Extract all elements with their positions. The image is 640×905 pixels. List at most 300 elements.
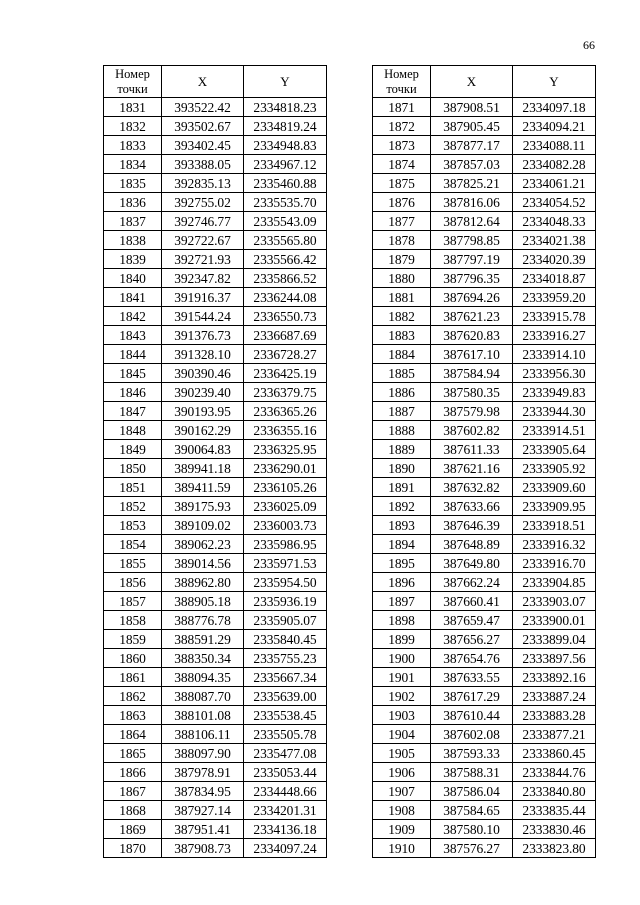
table-row	[104, 725, 327, 744]
point-number-cell: 1880	[373, 269, 431, 288]
table-row	[104, 497, 327, 516]
y-coordinate-cell: 2336105.26	[244, 478, 327, 497]
x-coordinate-cell: 392746.77	[162, 212, 244, 231]
x-coordinate-cell: 393522.42	[162, 98, 244, 117]
x-coordinate-cell: 388776.78	[162, 611, 244, 630]
table-row	[373, 687, 596, 706]
point-number-cell: 1883	[373, 326, 431, 345]
point-number-cell: 1901	[373, 668, 431, 687]
point-number-cell: 1909	[373, 820, 431, 839]
point-number-cell: 1905	[373, 744, 431, 763]
y-coordinate-cell: 2335840.45	[244, 630, 327, 649]
point-number-cell: 1903	[373, 706, 431, 725]
table-row	[373, 649, 596, 668]
table-row	[104, 98, 327, 117]
y-coordinate-cell: 2335971.53	[244, 554, 327, 573]
table-row	[373, 326, 596, 345]
point-number-cell: 1886	[373, 383, 431, 402]
point-number-cell: 1850	[104, 459, 162, 478]
coordinates-table-right	[372, 65, 596, 858]
point-number-cell: 1835	[104, 174, 162, 193]
table-row	[104, 174, 327, 193]
x-coordinate-cell: 387654.76	[431, 649, 513, 668]
x-coordinate-cell: 388094.35	[162, 668, 244, 687]
x-coordinate-cell: 387656.27	[431, 630, 513, 649]
y-coordinate-cell: 2335565.80	[244, 231, 327, 250]
table-row	[373, 497, 596, 516]
y-coordinate-cell: 2333835.44	[513, 801, 596, 820]
x-coordinate-cell: 392722.67	[162, 231, 244, 250]
x-coordinate-cell: 391544.24	[162, 307, 244, 326]
table-body	[104, 98, 327, 858]
y-coordinate-cell: 2336379.75	[244, 383, 327, 402]
point-number-cell: 1862	[104, 687, 162, 706]
point-number-cell: 1877	[373, 212, 431, 231]
table-row	[104, 478, 327, 497]
table-row	[104, 592, 327, 611]
y-coordinate-cell: 2333897.56	[513, 649, 596, 668]
point-number-cell: 1898	[373, 611, 431, 630]
point-number-cell: 1895	[373, 554, 431, 573]
x-coordinate-cell: 387602.08	[431, 725, 513, 744]
x-coordinate-cell: 387660.41	[431, 592, 513, 611]
y-coordinate-cell: 2336365.26	[244, 402, 327, 421]
x-coordinate-cell: 387617.29	[431, 687, 513, 706]
table-row	[104, 554, 327, 573]
table-row	[104, 744, 327, 763]
y-coordinate-cell: 2333914.10	[513, 345, 596, 364]
y-coordinate-cell: 2334818.23	[244, 98, 327, 117]
point-number-cell: 1870	[104, 839, 162, 858]
point-number-cell: 1841	[104, 288, 162, 307]
x-coordinate-cell: 387617.10	[431, 345, 513, 364]
y-coordinate-cell: 2334094.21	[513, 117, 596, 136]
x-header: X	[431, 66, 513, 98]
point-number-cell: 1879	[373, 250, 431, 269]
table-row	[104, 611, 327, 630]
y-coordinate-cell: 2333916.27	[513, 326, 596, 345]
y-coordinate-cell: 2334136.18	[244, 820, 327, 839]
table-row	[104, 345, 327, 364]
point-number-cell: 1863	[104, 706, 162, 725]
point-number-cell: 1872	[373, 117, 431, 136]
x-coordinate-cell: 387579.98	[431, 402, 513, 421]
point-number-cell: 1874	[373, 155, 431, 174]
point-number-cell: 1900	[373, 649, 431, 668]
y-coordinate-cell: 2333860.45	[513, 744, 596, 763]
point-number-cell: 1867	[104, 782, 162, 801]
point-number-cell: 1838	[104, 231, 162, 250]
y-coordinate-cell: 2336290.01	[244, 459, 327, 478]
y-coordinate-cell: 2333905.92	[513, 459, 596, 478]
point-number-cell: 1894	[373, 535, 431, 554]
table-row	[104, 136, 327, 155]
table-row	[373, 630, 596, 649]
x-coordinate-cell: 387632.82	[431, 478, 513, 497]
x-coordinate-cell: 387857.03	[431, 155, 513, 174]
point-number-cell: 1856	[104, 573, 162, 592]
x-coordinate-cell: 390162.29	[162, 421, 244, 440]
table-row	[104, 193, 327, 212]
y-coordinate-cell: 2336325.95	[244, 440, 327, 459]
point-number-cell: 1902	[373, 687, 431, 706]
y-coordinate-cell: 2334097.18	[513, 98, 596, 117]
table-row	[104, 364, 327, 383]
table-row	[104, 820, 327, 839]
table-header-row	[104, 66, 327, 98]
point-number-cell: 1837	[104, 212, 162, 231]
point-number-cell: 1852	[104, 497, 162, 516]
y-coordinate-cell: 2333877.21	[513, 725, 596, 744]
y-coordinate-cell: 2333918.51	[513, 516, 596, 535]
table-row	[104, 212, 327, 231]
x-coordinate-cell: 387834.95	[162, 782, 244, 801]
y-coordinate-cell: 2333892.16	[513, 668, 596, 687]
y-coordinate-cell: 2333956.30	[513, 364, 596, 383]
y-coordinate-cell: 2335639.00	[244, 687, 327, 706]
y-coordinate-cell: 2333904.85	[513, 573, 596, 592]
y-coordinate-cell: 2333840.80	[513, 782, 596, 801]
point-number-cell: 1896	[373, 573, 431, 592]
y-header: Y	[513, 66, 596, 98]
table-row	[373, 345, 596, 364]
x-coordinate-cell: 388101.08	[162, 706, 244, 725]
point-number-cell: 1866	[104, 763, 162, 782]
x-coordinate-cell: 388905.18	[162, 592, 244, 611]
y-coordinate-cell: 2334061.21	[513, 174, 596, 193]
point-number-header	[104, 66, 162, 98]
point-number-cell: 1892	[373, 497, 431, 516]
point-number-cell: 1844	[104, 345, 162, 364]
x-coordinate-cell: 392347.82	[162, 269, 244, 288]
y-coordinate-cell: 2333944.30	[513, 402, 596, 421]
point-number-cell: 1888	[373, 421, 431, 440]
point-number-cell: 1842	[104, 307, 162, 326]
y-coordinate-cell: 2336550.73	[244, 307, 327, 326]
x-coordinate-cell: 387621.23	[431, 307, 513, 326]
x-coordinate-cell: 387588.31	[431, 763, 513, 782]
coordinates-table-left	[103, 65, 327, 858]
point-number-cell: 1851	[104, 478, 162, 497]
y-coordinate-cell: 2333900.01	[513, 611, 596, 630]
x-coordinate-cell: 392721.93	[162, 250, 244, 269]
table-row	[104, 440, 327, 459]
x-coordinate-cell: 387620.83	[431, 326, 513, 345]
table-row	[373, 611, 596, 630]
y-coordinate-cell: 2334819.24	[244, 117, 327, 136]
table-row	[373, 250, 596, 269]
y-coordinate-cell: 2335538.45	[244, 706, 327, 725]
y-coordinate-cell: 2335866.52	[244, 269, 327, 288]
y-coordinate-cell: 2333916.32	[513, 535, 596, 554]
point-number-header	[373, 66, 431, 98]
point-number-header-line2: точки	[117, 81, 148, 96]
table-row	[104, 516, 327, 535]
x-coordinate-cell: 387602.82	[431, 421, 513, 440]
y-coordinate-cell: 2334088.11	[513, 136, 596, 155]
y-coordinate-cell: 2334020.39	[513, 250, 596, 269]
x-coordinate-cell: 387584.65	[431, 801, 513, 820]
table-row	[104, 839, 327, 858]
x-coordinate-cell: 387798.85	[431, 231, 513, 250]
table-row	[373, 706, 596, 725]
x-coordinate-cell: 387951.41	[162, 820, 244, 839]
point-number-cell: 1843	[104, 326, 162, 345]
point-number-cell: 1887	[373, 402, 431, 421]
x-coordinate-cell: 388097.90	[162, 744, 244, 763]
y-coordinate-cell: 2333905.64	[513, 440, 596, 459]
table-row	[373, 364, 596, 383]
table-row	[373, 136, 596, 155]
point-number-cell: 1881	[373, 288, 431, 307]
table-row	[104, 668, 327, 687]
x-coordinate-cell: 387593.33	[431, 744, 513, 763]
point-number-cell: 1857	[104, 592, 162, 611]
x-coordinate-cell: 387796.35	[431, 269, 513, 288]
point-number-cell: 1869	[104, 820, 162, 839]
point-number-cell: 1848	[104, 421, 162, 440]
y-coordinate-cell: 2335986.95	[244, 535, 327, 554]
table-row	[373, 535, 596, 554]
table-row	[104, 782, 327, 801]
x-coordinate-cell: 389062.23	[162, 535, 244, 554]
point-number-cell: 1864	[104, 725, 162, 744]
x-coordinate-cell: 387586.04	[431, 782, 513, 801]
point-number-cell: 1875	[373, 174, 431, 193]
table-row	[373, 231, 596, 250]
y-coordinate-cell: 2333916.70	[513, 554, 596, 573]
y-header: Y	[244, 66, 327, 98]
point-number-cell: 1889	[373, 440, 431, 459]
x-coordinate-cell: 390390.46	[162, 364, 244, 383]
y-coordinate-cell: 2333909.60	[513, 478, 596, 497]
point-number-cell: 1836	[104, 193, 162, 212]
point-number-cell: 1878	[373, 231, 431, 250]
x-coordinate-cell: 388106.11	[162, 725, 244, 744]
point-number-cell: 1860	[104, 649, 162, 668]
table-row	[373, 573, 596, 592]
y-coordinate-cell: 2335936.19	[244, 592, 327, 611]
y-coordinate-cell: 2335505.78	[244, 725, 327, 744]
table-row	[104, 117, 327, 136]
y-coordinate-cell: 2334054.52	[513, 193, 596, 212]
y-coordinate-cell: 2333959.20	[513, 288, 596, 307]
table-row	[104, 231, 327, 250]
x-coordinate-cell: 391916.37	[162, 288, 244, 307]
table-row	[104, 421, 327, 440]
y-coordinate-cell: 2333909.95	[513, 497, 596, 516]
point-number-cell: 1876	[373, 193, 431, 212]
x-coordinate-cell: 389411.59	[162, 478, 244, 497]
x-coordinate-cell: 387797.19	[431, 250, 513, 269]
table-row	[373, 725, 596, 744]
y-coordinate-cell: 2334948.83	[244, 136, 327, 155]
table-row	[373, 592, 596, 611]
point-number-cell: 1899	[373, 630, 431, 649]
table-row	[104, 288, 327, 307]
y-coordinate-cell: 2335954.50	[244, 573, 327, 592]
x-coordinate-cell: 389175.93	[162, 497, 244, 516]
table-row	[373, 801, 596, 820]
point-number-cell: 1854	[104, 535, 162, 554]
point-number-cell: 1832	[104, 117, 162, 136]
point-number-cell: 1868	[104, 801, 162, 820]
x-coordinate-cell: 388087.70	[162, 687, 244, 706]
x-coordinate-cell: 387649.80	[431, 554, 513, 573]
point-number-cell: 1847	[104, 402, 162, 421]
y-coordinate-cell: 2333830.46	[513, 820, 596, 839]
table-row	[104, 383, 327, 402]
y-coordinate-cell: 2334967.12	[244, 155, 327, 174]
point-number-cell: 1904	[373, 725, 431, 744]
x-coordinate-cell: 391328.10	[162, 345, 244, 364]
point-number-cell: 1855	[104, 554, 162, 573]
table-row	[104, 269, 327, 288]
point-number-cell: 1908	[373, 801, 431, 820]
point-number-cell: 1831	[104, 98, 162, 117]
point-number-cell: 1858	[104, 611, 162, 630]
y-coordinate-cell: 2334201.31	[244, 801, 327, 820]
x-coordinate-cell: 391376.73	[162, 326, 244, 345]
point-number-cell: 1859	[104, 630, 162, 649]
point-number-header-line1: Номер	[384, 66, 419, 81]
point-number-cell: 1910	[373, 839, 431, 858]
x-coordinate-cell: 387877.17	[431, 136, 513, 155]
table-row	[104, 687, 327, 706]
x-coordinate-cell: 387978.91	[162, 763, 244, 782]
y-coordinate-cell: 2334448.66	[244, 782, 327, 801]
y-coordinate-cell: 2333899.04	[513, 630, 596, 649]
point-number-cell: 1846	[104, 383, 162, 402]
y-coordinate-cell: 2336687.69	[244, 326, 327, 345]
y-coordinate-cell: 2335543.09	[244, 212, 327, 231]
table-row	[104, 535, 327, 554]
y-coordinate-cell: 2334097.24	[244, 839, 327, 858]
table-row	[373, 478, 596, 497]
x-coordinate-cell: 387905.45	[431, 117, 513, 136]
y-coordinate-cell: 2335755.23	[244, 649, 327, 668]
x-header: X	[162, 66, 244, 98]
table-row	[373, 402, 596, 421]
table-row	[104, 801, 327, 820]
y-coordinate-cell: 2336025.09	[244, 497, 327, 516]
point-number-cell: 1897	[373, 592, 431, 611]
table-row	[373, 174, 596, 193]
table-row	[104, 630, 327, 649]
table-row	[373, 117, 596, 136]
x-coordinate-cell: 392755.02	[162, 193, 244, 212]
table-row	[373, 212, 596, 231]
table-row	[373, 668, 596, 687]
table-header-row	[373, 66, 596, 98]
x-coordinate-cell: 387694.26	[431, 288, 513, 307]
x-coordinate-cell: 389941.18	[162, 459, 244, 478]
table-row	[104, 573, 327, 592]
table-row	[373, 440, 596, 459]
table-body	[373, 98, 596, 858]
point-number-cell: 1840	[104, 269, 162, 288]
y-coordinate-cell: 2333823.80	[513, 839, 596, 858]
x-coordinate-cell: 390239.40	[162, 383, 244, 402]
page-number: 66	[583, 38, 595, 52]
point-number-cell: 1871	[373, 98, 431, 117]
table-row	[104, 649, 327, 668]
table-row	[373, 763, 596, 782]
table-row	[104, 763, 327, 782]
point-number-header-line2: точки	[386, 81, 417, 96]
point-number-cell: 1885	[373, 364, 431, 383]
point-number-cell: 1853	[104, 516, 162, 535]
y-coordinate-cell: 2335053.44	[244, 763, 327, 782]
x-coordinate-cell: 387659.47	[431, 611, 513, 630]
point-number-cell: 1893	[373, 516, 431, 535]
point-number-cell: 1845	[104, 364, 162, 383]
table-row	[373, 782, 596, 801]
y-coordinate-cell: 2336244.08	[244, 288, 327, 307]
y-coordinate-cell: 2335566.42	[244, 250, 327, 269]
x-coordinate-cell: 387584.94	[431, 364, 513, 383]
point-number-cell: 1865	[104, 744, 162, 763]
point-number-cell: 1882	[373, 307, 431, 326]
table-row	[373, 459, 596, 478]
table-row	[373, 421, 596, 440]
x-coordinate-cell: 388962.80	[162, 573, 244, 592]
table-row	[104, 155, 327, 174]
x-coordinate-cell: 387812.64	[431, 212, 513, 231]
x-coordinate-cell: 393402.45	[162, 136, 244, 155]
point-number-cell: 1907	[373, 782, 431, 801]
x-coordinate-cell: 387576.27	[431, 839, 513, 858]
y-coordinate-cell: 2336003.73	[244, 516, 327, 535]
table-row	[104, 706, 327, 725]
y-coordinate-cell: 2335905.07	[244, 611, 327, 630]
table-row	[373, 98, 596, 117]
x-coordinate-cell: 393502.67	[162, 117, 244, 136]
x-coordinate-cell: 387908.73	[162, 839, 244, 858]
x-coordinate-cell: 389109.02	[162, 516, 244, 535]
x-coordinate-cell: 390193.95	[162, 402, 244, 421]
y-coordinate-cell: 2334018.87	[513, 269, 596, 288]
table-row	[373, 744, 596, 763]
table-row	[104, 250, 327, 269]
table-row	[373, 820, 596, 839]
y-coordinate-cell: 2334082.28	[513, 155, 596, 174]
point-number-cell: 1861	[104, 668, 162, 687]
x-coordinate-cell: 387816.06	[431, 193, 513, 212]
point-number-cell: 1849	[104, 440, 162, 459]
table-row	[373, 288, 596, 307]
y-coordinate-cell: 2333949.83	[513, 383, 596, 402]
table-row	[373, 155, 596, 174]
y-coordinate-cell: 2333844.76	[513, 763, 596, 782]
table-row	[373, 554, 596, 573]
y-coordinate-cell: 2336425.19	[244, 364, 327, 383]
table-row	[373, 269, 596, 288]
point-number-cell: 1891	[373, 478, 431, 497]
y-coordinate-cell: 2333883.28	[513, 706, 596, 725]
y-coordinate-cell: 2333903.07	[513, 592, 596, 611]
table-row	[373, 307, 596, 326]
y-coordinate-cell: 2334048.33	[513, 212, 596, 231]
y-coordinate-cell: 2335460.88	[244, 174, 327, 193]
x-coordinate-cell: 390064.83	[162, 440, 244, 459]
x-coordinate-cell: 387648.89	[431, 535, 513, 554]
point-number-cell: 1890	[373, 459, 431, 478]
y-coordinate-cell: 2335667.34	[244, 668, 327, 687]
y-coordinate-cell: 2333887.24	[513, 687, 596, 706]
table-row	[104, 326, 327, 345]
x-coordinate-cell: 388350.34	[162, 649, 244, 668]
